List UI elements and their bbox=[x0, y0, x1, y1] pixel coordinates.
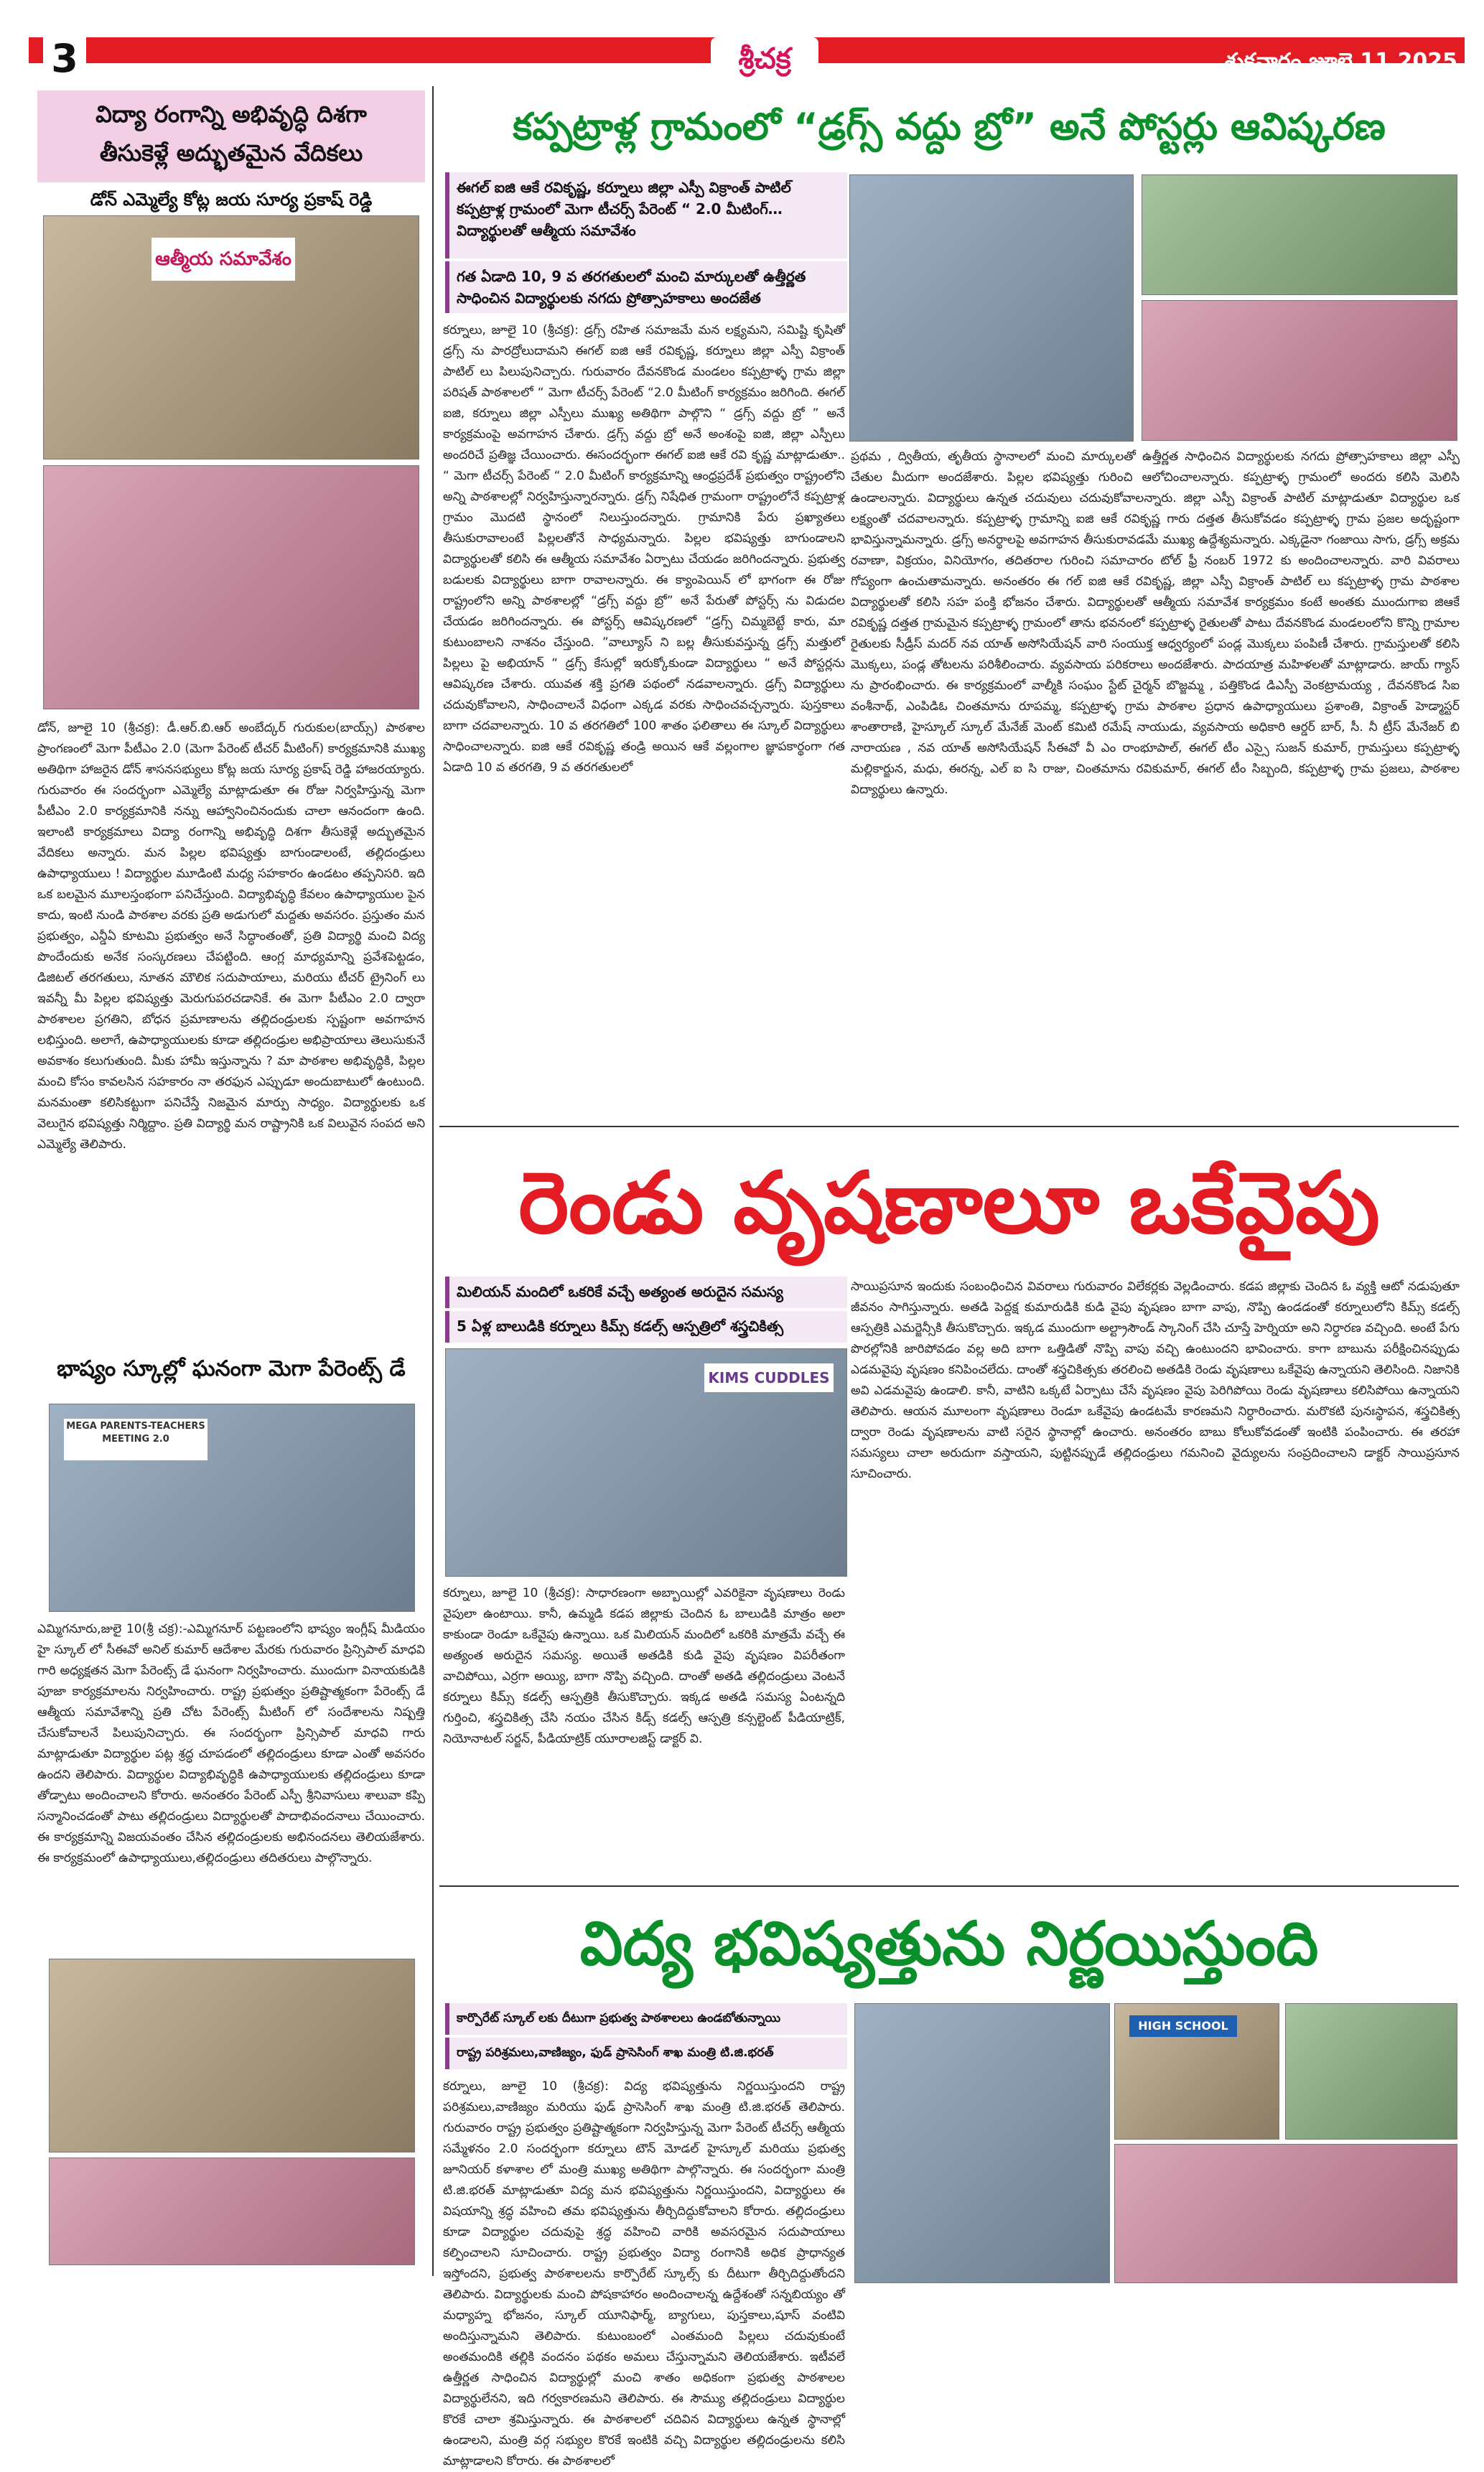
left-top-photo-1 bbox=[43, 215, 419, 460]
left-bottom-body: ఎమ్మిగనూరు,జులై 10(శ్రీ చక్ర):-ఎమ్మిగనూర్ పట్టణంలోని భాష్యం ఇంగ్లీష్ మీడియం హై స్కూల్ లో సీఈవో అనిల్ కుమార్ ఆదేశాల మేరకు గురువారం ప్రిన్సిపాల్ మాధవి గారి అధ్యక్షతన మెగా పేరెంట్స్ డే ఘనంగా నిర్వహించారు. ముందుగా వినాయకుడికి పూజా కార్యక్రమాలను నిర్వహించారు. రాష్ట్ర ప్రభుత్వం ప్రతిష్టాత్మకంగా పేరెంట్స్ డే ఆత్మీయ సమావేశాన్ని ప్రతి చోట పేరెంట్స్ మీటింగ్ లో సందేశాలను నిష్పత్తి చేసుకోవాలనే పిలుపునిచ్చారు. ఈ సందర్భంగా ప్రిన్సిపాల్ మాధవి గారు మాట్లాడుతూ విద్యార్థుల పట్ల శ్రద్ధ చూపడంలో తల్లిదండ్రులు కూడా ఎంతో అవసరం ఉందని తెలిపారు. విద్యార్థుల విద్యాభివృద్ధికి ఉపాధ్యాయులకు తల్లిదండ్రులు కూడా తోడ్పాటు అందించాలని కోరారు. అనంతరం పేరెంట్ ఎస్పీ శ్రీనివాసులు శాలువా కప్పి సన్మానించడంతో పాటు తల్లిదండ్రులు విద్యార్థులతో పాదాభివందనాలు చేయించారు. ఈ కార్యక్రమాన్ని విజయవంతం చేసిన తల్లిదండ్రులకు అభినందనలు తెలియజేశారు. ఈ కార్యక్రమంలో ఉపాధ్యాయులు,తల్లిదండ్రులు తదితరులు పాల్గొన్నారు. bbox=[37, 1622, 425, 1865]
photo-banner: HIGH SCHOOL bbox=[1129, 2015, 1237, 2037]
left-top-headline-line1: విద్యా రంగాన్ని అభివృద్ధి దిశగా bbox=[95, 101, 367, 128]
story3-photo-3 bbox=[1285, 2003, 1457, 2140]
story1-subhead-1: ఈగల్ ఐజి ఆకే రవికృష్ణ, కర్నూలు జిల్లా ఎస్పీ విక్రాంత్ పాటిల్ కప్పట్రాళ్ల గ్రామంలో మెగా టీచర్స్ పేరెంట్ “ 2.0 మీటింగ్… విద్యార్థులతో ఆత్మీయ సమావేశం bbox=[445, 172, 847, 258]
story3-subhead-2: రాష్ట్ర పరిశ్రమలు,వాణిజ్యం, ఫుడ్ ప్రాసెసింగ్ శాఖ మంత్రి టి.జి.భరత్ bbox=[445, 2038, 847, 2069]
story3-body-left: కర్నూలు, జూలై 10 (శ్రీచక్ర): విద్య భవిష్యత్తును నిర్ణయిస్తుందని రాష్ట్ర పరిశ్రమలు,వాణిజ్యం మరియు ఫుడ్ ప్రాసెసింగ్ శాఖ మంత్రి టి.జి.భరత్ తెలిపారు. గురువారం రాష్ట్ర ప్రభుత్వం ప్రతిష్టాత్మకంగా నిర్వహిస్తున్న మెగా పేరెంట్ టీచర్స్ ఆత్మీయ సమ్మేళనం 2.0 సందర్భంగా కర్నూలు టౌన్ మోడల్ హైస్కూల్ మరియు ప్రభుత్వ జూనియర్ కళాశాల లో మంత్రి ముఖ్య అతిథిగా పాల్గొన్నారు. ఈ సందర్భంగా మంత్రి టి.జి.భరత్ మాట్లాడుతూ విద్య మన భవిష్యత్తును నిర్ణయిస్తుందని, విద్యార్థులు ఈ విషయాన్ని శ్రద్ధ వహించి తమ భవిష్యత్తును తీర్చిదిద్దుకోవాలని కోరారు. తల్లిదండ్రులు కూడా విద్యార్థుల చదువుపై శ్రద్ధ వహించి వారికి అవసరమైన సదుపాయాలు కల్పించాలని సూచించారు. రాష్ట్ర ప్రభుత్వం విద్యా రంగానికి అధిక ప్రాధాన్యత ఇస్తోందని, ప్రభుత్వ పాఠశాలలను కార్పొరేట్ స్కూల్స్ కు దీటుగా తీర్చిదిద్దుతోందని తెలిపారు. విద్యార్థులకు మంచి పోషకాహారం అందించాలన్న ఉద్దేశంతో సన్నబియ్యం తో మధ్యాహ్న భోజనం, స్కూల్ యూనిఫార్మ్, బ్యాగులు, పుస్తకాలు,షూస్ వంటివి అందిస్తున్నామని తెలిపారు. కుటుంబంలో ఎంతమంది పిల్లలు చదువుకుంటే అంతమందికి తల్లికి వందనం పథకం అమలు చేస్తున్నామని తెలియజేశారు. ఇటీవలే ఉత్తీర్ణత సాధించిన విద్యార్థుల్లో మంచి శాతం అధికంగా ప్రభుత్వ పాఠశాలల విద్యార్థులేనని, ఇది గర్వకారణమని తెలిపారు. ఈ సౌమ్యు తల్లిదండ్రులు విద్యార్థుల కొరకే చాలా శ్రమిస్తున్నారు. ఈ పాఠశాలలో చదివిన విద్యార్థులు ఉన్నత స్థానాల్లో ఉండాలని, మంత్రి వర్గ సభ్యుల కొరకే ఇంటికి వచ్చి విద్యార్థుల తల్లిదండ్రులను కలిసి మాట్లాడాలని కోరారు. ఈ పాఠశాలలో bbox=[443, 2079, 845, 2468]
story2-headline: రెండు వృషణాలూ ఒకేవైపు bbox=[518, 1153, 1380, 1252]
left-top-photo-2 bbox=[43, 465, 419, 709]
issue-date: శుక్రవారం జూలై 11 2025 bbox=[1224, 49, 1457, 74]
story2-photo bbox=[445, 1348, 847, 1577]
story1-headline: కప్పట్రాళ్ల గ్రామంలో “డ్రగ్స్ వద్దు బ్రో” అనే పోస్టర్లు ఆవిష్కరణ bbox=[513, 106, 1386, 149]
story3-photo-1 bbox=[854, 2003, 1110, 2283]
story3-photo-2 bbox=[1114, 2003, 1279, 2140]
left-bottom-photo-1 bbox=[49, 1404, 415, 1612]
left-bottom-headline: భాష్యం స్కూల్లో ఘనంగా మెగా పేరెంట్స్ డే bbox=[57, 1356, 406, 1381]
story1-body-left: కర్నూలు, జూలై 10 (శ్రీచక్ర): డ్రగ్స్ రహిత సమాజమే మన లక్ష్యమని, సమిష్టి కృషితో డ్రగ్స్ ను పారద్రోలుదామని ఈగల్ ఐజి ఆకే రవికృష్ణ, కర్నూలు జిల్లా ఎస్పీ విక్రాంత్ పాటిల్ లు పిలుపునిచ్చారు. గురువారం దేవనకొండ మండలం కప్పట్రాళ్ళ గ్రామ జిల్లా పరిషత్ పాఠశాలలో “ మెగా టీచర్స్ పేరెంట్ “2.0 మీటింగ్ కార్యక్రమం జరిగింది. ఈగల్ ఐజి, కర్నూలు జిల్లా ఎస్పీలు ముఖ్య అతిథిగా పాల్గొని “ డ్రగ్స్ వద్దు బ్రో ” అనే కార్యక్రమంపై అవగాహన చేశారు. డ్రగ్స్ వద్దు బ్రో అనే అంశంపై ఐజి, జిల్లా ఎస్పీలు అందరిచే ప్రతిజ్ఞ చేయించారు. ఈసందర్భంగా ఈగల్ ఐజి ఆకే రవి కృష్ణ మాట్లాడుతూ.. “ మెగా టీచర్స్ పేరెంట్ “ 2.0 మీటింగ్ కార్యక్రమాన్ని ఆంధ్రప్రదేశ్ ప్రభుత్వం రాష్ట్రంలోని అన్ని పాఠశాలల్లో నిర్వహిస్తున్నారన్నారు. డ్రగ్స్ నిషేధిత గ్రామంగా రాష్ట్రంలోనే కప్పట్రాళ్ల గ్రామం మొదటి స్థానంలో నిలుస్తుందన్నారు. గ్రామానికి పేరు ప్రఖ్యాతలు తీసుకురావాలంటే పిల్లలతోనే సాధ్యమన్నారు. పిల్లల భవిష్యత్తు బాగుండాలని విద్యార్థులతో కలిసి ఈ ఆత్మీయ సమావేశం ఏర్పాటు చేయడం జరిగిందన్నారు. ప్రభుత్వ బడులకు విద్యార్థులు బాగా రావాలన్నారు. ఈ క్యాంపెయిన్ లో భాగంగా ఈ రోజు రాష్ట్రంలోని అన్ని పాఠశాలల్లో “డ్రగ్స్ వద్దు బ్రో” అనే పేరుతో పోస్టర్స్ ను విడుదల చేయడం జరిగిందన్నారు. ఈ పోస్టర్స్ ఆవిష్కరణలో “డ్రగ్స్ చిమ్మబెట్టే కారు, మా కుటుంబాలని నాశనం చేస్తుంది. ”వాల్యూస్ ని బల్ల తీసుకువస్తున్న డ్రగ్స్ మత్తులో పిల్లలు పై అభియాన్ “ డ్రగ్స్ కేసుల్లో ఇరుక్కోకుండా విద్యార్థులు “ అనే పోస్టర్లను ఆవిష్కరణ చేశారు. యువత శక్తి ప్రగతి పథంలో నడవాలన్నారు. డ్రగ్స్ విద్యార్థులు చదువుకోవాలని, సాధించాలనే విధంగా ఎక్కడ వరకు సాధించవచ్చన్నారు. పుస్తకాలు బాగా చదవాలన్నారు. 10 వ తరగతిలో 100 శాతం ఫలితాలు ఈ స్కూల్ విద్యార్థులు సాధించాలన్నారు. ఐజి ఆకే రవికృష్ణ తండ్రి అయిన ఆకే వల్లంగాల జ్ఞాపకార్థంగా గత ఏడాది 10 వ తరగతి, 9 వ తరగతులలో bbox=[443, 323, 846, 775]
left-top-byline: డోన్ ఎమ్మెల్యే కోట్ల జయ సూర్య ప్రకాష్ రెడ్డి bbox=[90, 190, 373, 210]
left-bottom-photo-3 bbox=[49, 2158, 415, 2265]
page-number: 3 bbox=[43, 37, 86, 80]
story3-headline: విద్య భవిష్యత్తును నిర్ణయిస్తుంది bbox=[579, 1908, 1319, 1979]
left-top-body: డోన్, జూలై 10 (శ్రీచక్ర): డీ.ఆర్.బి.ఆర్ అంబేద్కర్ గురుకుల(బాయ్స్) పాఠశాల ప్రాంగణంలో మెగా పీటీఎం 2.0 (మెగా పేరెంట్ టీచర్ మీటింగ్) కార్యక్రమానికి ముఖ్య అతిథిగా హాజరైన డోన్ శాసనసభ్యులు కోట్ల జయ సూర్య ప్రకాష్ రెడ్డి హాజరయ్యారు. గురువారం ఈ సందర్భంగా ఎమ్మెల్యే మాట్లాడుతూ ఈ రోజు నిర్వహిస్తున్న మెగా పీటీఎం 2.0 కార్యక్రమానికి నన్ను ఆహ్వానించినందుకు చాలా ఆనందంగా ఉంది. ఇలాంటి కార్యక్రమాలు విద్యా రంగాన్ని అభివృద్ధి దిశగా తీసుకెళ్లే అద్భుతమైన వేదికలు అన్నారు. మన పిల్లల భవిష్యత్తు బాగుండాలంటే, తల్లిదండ్రులు ఉపాధ్యాయులు ! విద్యార్థుల మూడింటి మధ్య సహకారం ఉండటం తప్పనిసరి. ఇది ఒక బలమైన మూలస్తంభంగా పనిచేస్తుంది. విద్యాభివృద్ధి కేవలం ఉపాధ్యాయుల పైన కాదు, ఇంటి నుండి పాఠశాల వరకు ప్రతి అడుగులో మద్దతు అవసరం. ప్రస్తుతం మన ప్రభుత్వం, ఎన్డీఏ కూటమి ప్రభుత్వం అనే సిద్ధాంతంతో, ప్రతి విద్యార్థి మంచి విద్య పొందేందుకు అనేక సంస్కరణలు చేపట్టింది. ఆంగ్ల మాధ్యమాన్ని ప్రవేశపెట్టడం, డిజిటల్ తరగతులు, నూతన మౌలిక సదుపాయాలు, మరియు టీచర్ ట్రైనింగ్ లు ఇవన్నీ మీ పిల్లల భవిష్యత్తు మెరుగుపరచడానికే. ఈ మెగా పీటీఎం 2.0 ద్వారా పాఠశాలల ప్రగతిని, బోధన ప్రమాణాలను తల్లిదండ్రులకు స్పష్టంగా అవగాహన లభిస్తుంది. అలాగే, ఉపాధ్యాయులకు కూడా తల్లిదండ్రుల అభిప్రాయాలు తెలుసుకునే అవకాశం కలుగుతుంది. మీకు హామీ ఇస్తున్నాను ? మా పాఠశాల అభివృద్ధికి, పిల్లల మంచి కోసం కావలసిన సహకారం నా తరఫున ఎప్పుడూ అందుబాటులో ఉంటుంది. మనమంతా కలిసికట్టుగా పనిచేస్తే నిజమైన మార్పు సాధ్యం. విద్యార్థులకు ఒక వెలుగైన భవిష్యత్తు నిర్మిద్దాం. ప్రతి విద్యార్థి మన రాష్ట్రానికి ఒక విలువైన సంపద అని ఎమ్మెల్యే తెలిపారు. bbox=[37, 721, 425, 1152]
left-bottom-photo-2 bbox=[49, 1959, 415, 2152]
story3-subhead-1: కార్పొరేట్ స్కూల్ లకు దీటుగా ప్రభుత్వ పాఠశాలలు ఉండబోతున్నాయి bbox=[445, 2003, 847, 2035]
photo-banner: ఆత్మీయ సమావేశం bbox=[151, 238, 295, 281]
photo-banner: MEGA PARENTS-TEACHERS MEETING 2.0 bbox=[64, 1419, 207, 1460]
section-divider bbox=[439, 1126, 1459, 1127]
section-divider bbox=[439, 1885, 1459, 1887]
story1-body-right: ప్రథమ , ద్వితీయ, తృతీయ స్థానాలలో మంచి మార్కులతో ఉత్తీర్ణత సాధించిన విద్యార్థులకు నగదు ప్రోత్సాహకాలు జిల్లా ఎస్పీ చేతుల మీదుగా అందజేశారు. పిల్లల భవిష్యత్తు గురించి ఆలోచించాలన్నారు. కప్పట్రాళ్ళ గ్రామంలో అందరు కలిసి మెలిసి ఉండాలన్నారు. విద్యార్థులు ఉన్నత చదువులు చదువుకోవాలన్నారు. జిల్లా ఎస్పీ విక్రాంత్ పాటిల్ మాట్లాడుతూ విద్యార్థుల ఒక లక్ష్యంతో చదవాలన్నారు. కప్పట్రాళ్ళ గ్రామాన్ని ఐజి ఆకే రవికృష్ణ గారు దత్తత తీసుకోవడం కప్పట్రాళ్ళ గ్రామ ప్రజల అదృష్టంగా భావిస్తున్నామన్నారు. డ్రగ్స్ అనర్థాలపై అవగాహన తీసుకురావడమే ముఖ్య ఉద్దేశ్యమన్నారు. ఎక్కడైనా గంజాయి సాగు, డ్రగ్స్ అక్రమ రవాణా, విక్రయం, వినియోగం, తదితరాల గురించి సమాచారం టోల్ ఫ్రీ నంబర్ 1972 కు అందించాలన్నారు. వారి వివరాలు గోప్యంగా ఉంచుతామన్నారు. అనంతరం ఈ గల్ ఐజి ఆకే రవికృష్ణ, జిల్లా ఎస్పీ విక్రాంత్ పాటిల్ లు కప్పట్రాళ్ళ గ్రామ పాఠశాల విద్యార్థులతో కలిసి సహ పంక్తి భోజనం చేశారు. విద్యార్థులతో ఆత్మీయ సమావేశ కార్యక్రమం కంటే అంతకు ముందుగాఐ జిఆకే రవికృష్ణ దత్తత గ్రామమైన కప్పట్రాళ్ళ గ్రామంలో తాను భవనంలో కప్పట్రాళ్ళ రైతులతో పాటు దేవనకొండ మండలంలోని కొన్ని గ్రామాల రైతులకు సీడ్రీస్ మదర్ నవ యాత్ అసోసియేషన్ వారి సంయుక్త ఆధ్వర్యంలో పండ్ల మొక్కలు పంపిణీ చేశారు. గ్రామస్తులతో కలిసి మొక్కలు, పండ్ల తోటలను పరిశీలించారు. వ్యవసాయ పరికరాలు అందజేశారు. పాదయాత్ర మహిళలతో మాట్లాడారు. జాయ్ గ్యాస్ ను ప్రారంభించారు. ఈ కార్యక్రమంలో వాల్మీకి సంఘం స్టేట్ చైర్మన్ బొజ్జమ్మ , పత్తికొండ డిఎస్పీ వెంకట్రామయ్య , దేవనకొండ సిఐ వంశీనాథ్, ఎంపిడిఓ చింతమాను రూపమ్మ, కప్పట్రాళ్ళ గ్రామ పాఠశాల ప్రధాన ఉపాధ్యాయులు ప్రశాంతి, విక్రాంత్ హెడ్మాస్టర్ శాంతారాణి, హైస్కూల్ స్కూల్ మేనేజ్ మెంట్ కమిటి రమేష్ నాయుడు, వ్యవసాయ అధికారి ఆర్డర్ బార్, సీ. నీ ట్రీస్ మేనేజర్ బి నారాయణ , నవ యాత్ అసోసియేషన్ సీఈవో వీ ఎం రాంభూపాల్, ఈగల్ టీం ఎస్సై సుజన్ కుమార్, గ్రామస్తులు కప్పట్రాళ్ళ మల్లికార్జున, మధు, ఈరన్న, ఎల్ ఐ సి రాజు, చింతమాను రవికుమార్, ఈగల్ టీం సిబ్బంది, కప్పట్రాళ్ళ గ్రామ ప్రజలు, పాఠశాల విద్యార్థులు ఉన్నారు. bbox=[851, 449, 1460, 797]
photo-banner: KIMS CUDDLES bbox=[704, 1363, 834, 1392]
story1-subhead-2: గత ఏడాది 10, 9 వ తరగతులలో మంచి మార్కులతో ఉత్తీర్ణత సాధించిన విద్యార్థులకు నగదు ప్రోత్సాహకాలు అందజేత bbox=[445, 261, 847, 313]
story1-photo-2 bbox=[1142, 174, 1457, 295]
story2-body-left: కర్నూలు, జూలై 10 (శ్రీచక్ర): సాధారణంగా అబ్బాయిల్లో ఎవరికైనా వృషణాలు రెండు వైపులా ఉంటాయి. కానీ, ఉమ్మడి కడప జిల్లాకు చెందిన ఓ బాలుడికి మాత్రం అలా కాకుండా రెండూ ఒకేవైపు ఉన్నాయి. ఒక మిలియన్ మందిలో ఒకరికి మాత్రమే వచ్చే ఈ అత్యంత అరుదైన సమస్య. అయితే అతడికి కుడి వైపు వృషణం విపరీతంగా వాచిపోయి, ఎర్రగా అయ్యి, బాగా నొప్పి వచ్చింది. దాంతో అతడి తల్లిదండ్రులు వెంటనే కర్నూలు కిమ్స్ కడల్స్ ఆస్పత్రికి తీసుకొచ్చారు. ఇక్కడ అతడి సమస్య ఏంటన్నది గుర్తించి, శస్త్రచికిత్స చేసి నయం చేసిన కిడ్స్ కడల్స్ ఆస్పత్రి కన్సల్టెంట్ పీడియాట్రిక్, నియోనాటల్ సర్జన్, పీడియాట్రిక్ యూరాలజిస్ట్ డాక్టర్ వి. bbox=[443, 1586, 845, 1746]
story2-subhead-2: 5 ఏళ్ల బాలుడికి కర్నూలు కిమ్స్ కడల్స్ ఆస్పత్రిలో శస్త్రచికిత్స bbox=[445, 1311, 847, 1343]
left-top-headline bbox=[37, 90, 425, 182]
story3-photo-4 bbox=[1114, 2144, 1457, 2283]
story2-body-right: సాయిప్రసూన ఇందుకు సంబంధించిన వివరాలు గురువారం విలేకర్లకు వెల్లడించారు. కడప జిల్లాకు చెందిన ఓ వ్యక్తి ఆటో నడుపుతూ జీవనం సాగిస్తున్నారు. అతడి పెద్దక్ష కుమారుడికి కుడి వైపు వృషణం బాగా వాపు, నొప్పి ఉండడంతో కర్నూలులోని కిమ్స్ కడల్స్ ఆస్పత్రికి ఎమర్జెన్సీకి తీసుకొచ్చారు. ఇక్కడ ముందుగా అల్ట్రాసౌండ్ స్కానింగ్ చేసి చూస్తే హెర్నియా అని నిర్ధారణ వచ్చింది. అంటే పేగు పొరల్లోనికి జారిపోవడం వల్ల అది బాగా ఒత్తిడితో నొప్పి వాపు వచ్చి ఉంటుందని భావించారు. కాగా బాబును పరీక్షించినప్పుడు ఎడమవైపు వృషణం కనిపించలేదు. దాంతో శస్త్రచికిత్సకు తరలించి అతడికి రెండు వృషణాలు ఒకేవైపు ఉన్నాయని తెలిసింది. నిజానికి అవి ఎడమవైపు ఉండాలి. కానీ, వాటిని ఒక్కటే ఏర్పాటు చేసే వృషణం వైపు పెరిగిపోయి రెండు వృషణాలు కలిసిపోయి ఉన్నాయని తెలిపారు. ఆయన మూలంగా వృషణాలు రెండూ ఒకేవైపు ఉండటమే కారణమని నిర్ధారించారు. మరొకటి పునఃస్థాపన, శస్త్రచికిత్స ద్వారా రెండు వృషణాలను వాటి సరైన స్థానాల్లో ఉంచారు. అనంతరం బాబు కోలుకోవడంతో ఇంటికి పంపించారు. ఈ తరహా సమస్యలు చాలా అరుదుగా వస్తాయని, పుట్టినప్పుడే తల్లిదండ్రులు గమనించి వైద్యులను సంప్రదించాలని డాక్టర్ సాయిప్రసూన సూచించారు. bbox=[851, 1279, 1460, 1481]
story2-subhead-1: మిలియన్ మందిలో ఒకరికే వచ్చే అత్యంత అరుదైన సమస్య bbox=[445, 1277, 847, 1308]
left-top-headline-line2: తీసుకెళ్లే అద్భుతమైన వేదికలు bbox=[99, 139, 363, 167]
story1-photo-3 bbox=[1142, 300, 1457, 441]
story1-photo-1 bbox=[849, 174, 1134, 442]
column-divider bbox=[432, 86, 434, 2276]
newspaper-logo: శ్రీచక్ర bbox=[711, 37, 818, 80]
